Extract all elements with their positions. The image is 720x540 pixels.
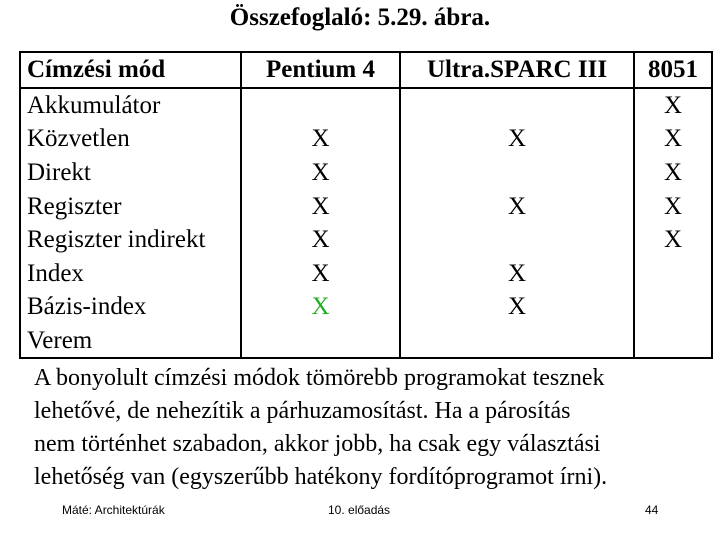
pentium4-cell-highlighted: X bbox=[241, 290, 400, 324]
mode-cell: Index bbox=[20, 257, 241, 291]
table-row bbox=[20, 290, 712, 324]
table-row bbox=[20, 223, 712, 257]
i8051-cell: X bbox=[634, 156, 712, 190]
mode-cell: Regiszter indirekt bbox=[20, 223, 241, 257]
pentium4-cell: X bbox=[241, 223, 400, 257]
mode-cell: Direkt bbox=[20, 156, 241, 190]
note-line: lehetőség van (egyszerűbb hatékony fordítóprogramot írni). bbox=[34, 464, 608, 490]
i8051-cell bbox=[634, 324, 712, 359]
mode-cell: Bázis-index bbox=[20, 290, 241, 324]
table-header-row bbox=[20, 52, 712, 88]
ultrasparc-cell: X bbox=[400, 290, 634, 324]
table-row bbox=[20, 156, 712, 190]
pentium4-cell bbox=[241, 324, 400, 359]
table-row bbox=[20, 122, 712, 156]
mode-cell: Közvetlen bbox=[20, 122, 241, 156]
slide-title: Összefoglaló: 5.29. ábra. bbox=[229, 4, 491, 31]
table-row bbox=[20, 88, 712, 123]
ultrasparc-cell: X bbox=[400, 257, 634, 291]
i8051-cell: X bbox=[634, 223, 712, 257]
ultrasparc-cell bbox=[400, 88, 634, 123]
header-8051: 8051 bbox=[634, 52, 712, 88]
i8051-cell: X bbox=[634, 122, 712, 156]
i8051-cell bbox=[634, 257, 712, 291]
table-row bbox=[20, 324, 712, 359]
i8051-cell bbox=[634, 290, 712, 324]
pentium4-cell: X bbox=[241, 189, 400, 223]
ultrasparc-cell: X bbox=[400, 189, 634, 223]
addressing-modes-table bbox=[19, 51, 713, 359]
ultrasparc-cell bbox=[400, 156, 634, 190]
ultrasparc-cell: X bbox=[400, 122, 634, 156]
pentium4-cell bbox=[241, 88, 400, 123]
header-addressing-mode: Címzési mód bbox=[20, 52, 241, 88]
page-number: 44 bbox=[645, 503, 659, 517]
mode-cell: Akkumulátor bbox=[20, 88, 241, 123]
pentium4-cell: X bbox=[241, 156, 400, 190]
mode-cell: Regiszter bbox=[20, 189, 241, 223]
pentium4-cell: X bbox=[241, 257, 400, 291]
header-ultrasparc: Ultra.SPARC III bbox=[400, 52, 634, 88]
i8051-cell: X bbox=[634, 88, 712, 123]
ultrasparc-cell bbox=[400, 324, 634, 359]
explanation-text bbox=[34, 362, 706, 494]
ultrasparc-cell bbox=[400, 223, 634, 257]
header-pentium4: Pentium 4 bbox=[241, 52, 400, 88]
table-row bbox=[20, 257, 712, 291]
note-line: lehetővé, de nehezítik a párhuzamosítást. Ha a párosítás bbox=[34, 398, 571, 424]
footer-author: Máté: Architektúrák bbox=[62, 503, 165, 517]
table-row bbox=[20, 189, 712, 223]
footer-lecture: 10. előadás bbox=[328, 503, 391, 517]
mode-cell: Verem bbox=[20, 324, 241, 359]
i8051-cell: X bbox=[634, 189, 712, 223]
note-line: nem történhet szabadon, akkor jobb, ha csak egy választási bbox=[34, 431, 601, 457]
note-line: A bonyolult címzési módok tömörebb programokat tesznek bbox=[34, 365, 605, 391]
pentium4-cell: X bbox=[241, 122, 400, 156]
